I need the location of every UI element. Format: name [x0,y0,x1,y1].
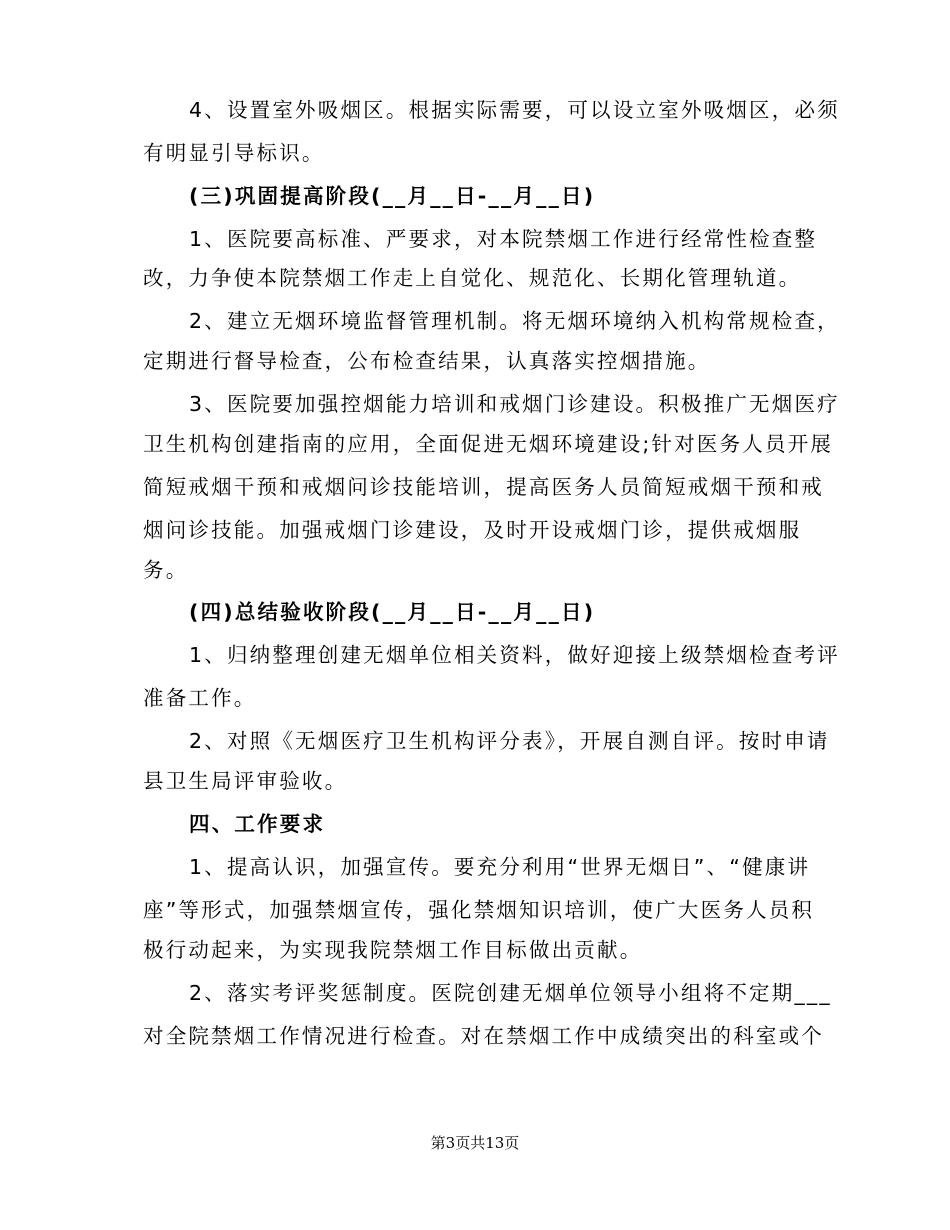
paragraph-line: 务。 [143,558,189,582]
section-heading: (四)总结验收阶段(__月__日-__月__日) [189,600,596,624]
paragraph-line: 1、医院要高标准、严要求，对本院禁烟工作进行经常性检查整 [189,227,818,251]
paragraph-line: 极行动起来，为实现我院禁烟工作目标做出贡献。 [143,938,643,962]
paragraph-line: 座”等形式，加强禁烟宣传，强化禁烟知识培训，使广大医务人员积 [143,898,815,922]
paragraph-line: 定期进行督导检查，公布检查结果，认真落实控烟措施。 [143,349,711,373]
paragraph-line: 烟问诊技能。加强戒烟门诊建设，及时开设戒烟门诊，提供戒烟服 [143,518,802,542]
section-heading: 四、工作要求 [189,812,326,836]
paragraph-line: 县卫生局评审验收。 [143,769,348,793]
paragraph-line: 简短戒烟干预和戒烟问诊技能培训，提高医务人员简短戒烟干预和戒 [143,475,824,499]
paragraph-line: 2、对照《无烟医疗卫生机构评分表》，开展自测自评。按时申请 [189,729,830,753]
paragraph-line: 准备工作。 [143,686,257,710]
paragraph-line: 3、医院要加强控烟能力培训和戒烟门诊建设。积极推广无烟医疗 [189,392,840,416]
paragraph-line: 有明显引导标识。 [143,141,325,165]
paragraph-line: 2、建立无烟环境监督管理机制。将无烟环境纳入机构常规检查， [189,309,840,333]
section-heading: (三)巩固提高阶段(__月__日-__月__日) [189,184,596,208]
paragraph-line: 改，力争使本院禁烟工作走上自觉化、规范化、长期化管理轨道。 [143,266,802,290]
paragraph-line: 2、落实考评奖惩制度。医院创建无烟单位领导小组将不定期___ [189,981,832,1005]
paragraph-line: 1、提高认识，加强宣传。要充分利用“世界无烟日”、“健康讲 [189,855,811,879]
paragraph-line: 1、归纳整理创建无烟单位相关资料，做好迎接上级禁烟检查考评 [189,643,840,667]
paragraph-line: 4、设置室外吸烟区。根据实际需要，可以设立室外吸烟区，必须 [189,98,840,122]
paragraph-line: 对全院禁烟工作情况进行检查。对在禁烟工作中成绩突出的科室或个 [143,1024,824,1048]
paragraph-line: 卫生机构创建指南的应用，全面促进无烟环境建设;针对医务人员开展 [143,432,834,456]
page-footer: 第3页共13页 [430,1134,520,1152]
